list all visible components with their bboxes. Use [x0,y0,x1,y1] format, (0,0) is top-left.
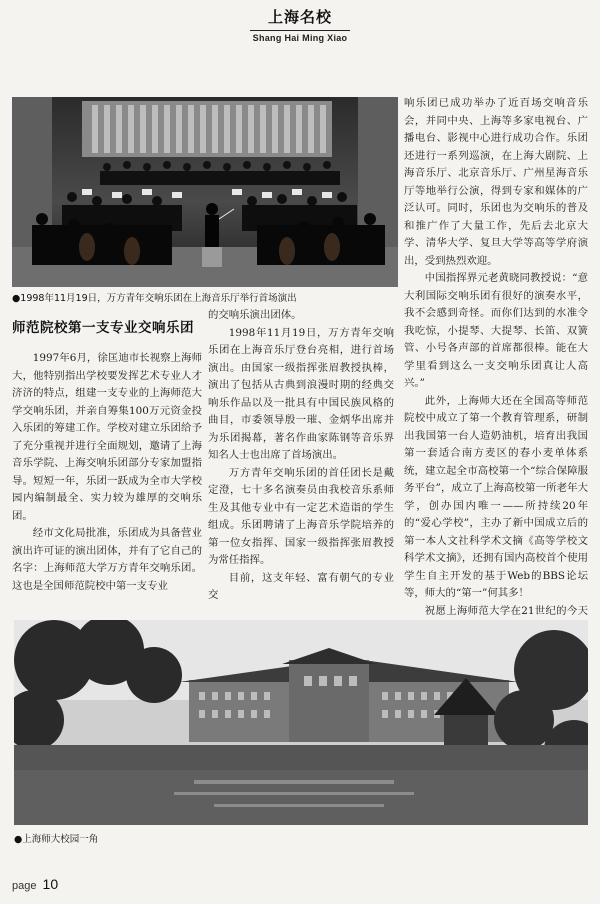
paragraph: 1997年6月，徐匡迪市长视察上海师大，他特别指出学校要发挥艺术专业人才济济的特点，组建一支专业的上海师范大学交响乐团，并亲自筹集100万元资金投入乐团的筹建工作。学校对建立乐团给予了充分重视并进行全面规划，邀请了上海音乐学院、上海交响乐团部分专家加盟指导。短短一年，乐团一跃成为全市大学校园内编制最全、实力较为雄厚的交响乐团。 [12,352,202,522]
article-column-2 [208,307,394,605]
campus-photo-caption: ●上海师大校园一角 [14,834,99,845]
article-column-3 [404,95,588,638]
paragraph: 经市文化局批准，乐团成为具备营业演出许可证的演出团体，并有了它自己的名字：上海师范大学万方青年交响乐团。这也是全国师范院校中第一支专业 [12,527,202,592]
campus-photo [14,620,588,825]
paragraph: 此外，上海师大还在全国高等师范院校中成立了第一个教育管理系，研制出我国第一台人造奶油机，培育出我国第一套适合南方麦区的春小麦单体系统，建立起全市高校第一个“综合保障服务平台”，成立了上海高校第一所老年大学，创办国内唯一——所持续20年的“爱心学校”，主办了新中国成立后的第一本人文社科学术文摘《高等学校文科学术文摘》，还拥有国内高校首个使用学生自主开发的基于Web的BBS论坛等，师大的“第一”何其多！ [404,394,588,599]
section-header [0,6,600,43]
orchestra-photo [12,97,398,287]
page-number: 10 [42,876,59,892]
section-title-pinyin: Shang Hai Ming Xiao [252,33,348,43]
paragraph: 目前，这支年轻、富有朝气的专业交 [208,571,394,601]
closing-sentence: 祝愿上海师范大学在21世纪的今天 [424,604,588,617]
paragraph: 万方青年交响乐团的首任团长是戴定澄，七十多名演奏员由我校音乐系师生及其他专业中有一定艺术造诣的学生组成。乐团聘请了上海音乐学院培养的第一位女指挥、国家一级指挥张眉教授为常任指挥。 [208,466,394,566]
article-column-1 [12,350,202,595]
paragraph: 1998年11月19日，万方青年交响乐团在上海音乐厅登台亮相，进行首场演出。由国家一级指挥张眉教授执棒，演出了包括从古典到浪漫时期的经典交响乐作品以及一批具有中国民族风格的曲目，市委领导殷一璀、金炳华出席并为乐团揭幕，著名作曲家陈钢等音乐界知名人士也出席了首场演出。 [208,326,394,461]
paragraph: 响乐团已成功举办了近百场交响音乐会，并同中央、上海等多家电视台、广播电台、影视中心进行成功合作。乐团还进行一系列巡演，在上海大剧院、上海音乐厅、北京音乐厅、广州星海音乐厅等地举行公演，得到专家和媒体的广泛认可。同时，乐团也为交响乐的普及和推广作了大量工作，先后去北京大学、清华大学、复旦大学等高等学府演出，受到热烈欢迎。 [404,97,588,267]
header-rule [250,30,350,31]
page-footer [12,876,58,892]
page-label: page [12,880,37,892]
paragraph: 的交响乐演出团体。 [208,309,302,321]
orchestra-photo-caption: ●1998年11月19日，万方青年交响乐团在上海音乐厅举行首场演出 [12,293,297,304]
section-title: 上海名校 [267,8,332,26]
article-headline: 师范院校第一支专业交响乐团 [12,320,194,336]
paragraph: 中国指挥界元老黄晓同教授说：“意大利国际交响乐团有很好的演奏水平，我不会感到奇怪。而你们达到的水准令我吃惊，小提琴、大提琴、长笛、双簧管、小号各声部的首席都很棒。能在大学里看到这么一支交响乐团真让人高兴。” [404,272,588,389]
